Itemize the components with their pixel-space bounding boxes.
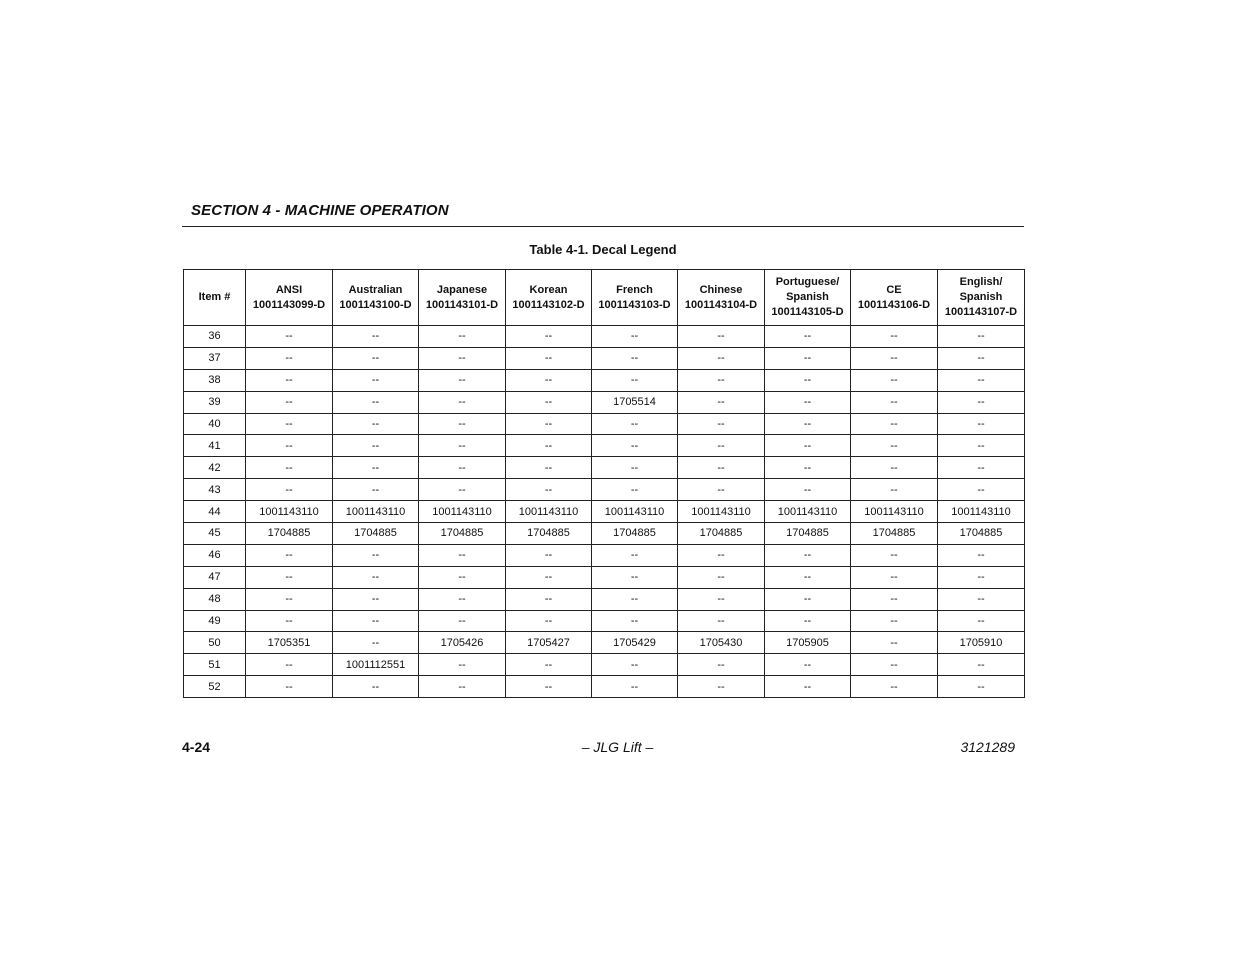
decal-part-cell: -- bbox=[678, 654, 765, 676]
decal-part-cell: -- bbox=[506, 676, 592, 698]
column-header bbox=[678, 270, 765, 326]
decal-part-cell: -- bbox=[419, 391, 506, 413]
decal-part-cell: -- bbox=[246, 610, 333, 632]
decal-part-cell: -- bbox=[765, 369, 851, 391]
item-number-cell: 44 bbox=[184, 501, 246, 523]
decal-part-cell: -- bbox=[678, 457, 765, 479]
page-number: 4-24 bbox=[182, 739, 211, 755]
decal-part-cell: -- bbox=[419, 457, 506, 479]
column-header-line: English/ bbox=[959, 276, 1003, 288]
column-header bbox=[938, 270, 1025, 326]
table-row bbox=[184, 347, 1025, 369]
column-header bbox=[246, 270, 333, 326]
table-row bbox=[184, 544, 1025, 566]
decal-part-cell: 1001143110 bbox=[592, 501, 678, 523]
decal-part-cell: -- bbox=[419, 326, 506, 348]
item-number-cell: 51 bbox=[184, 654, 246, 676]
column-header-line: 1001143103-D bbox=[598, 298, 671, 311]
column-header-line: Japanese bbox=[436, 283, 488, 296]
item-number-cell: 39 bbox=[184, 391, 246, 413]
decal-part-cell: -- bbox=[938, 544, 1025, 566]
table-row bbox=[184, 676, 1025, 698]
decal-part-cell: -- bbox=[592, 347, 678, 369]
header-rule bbox=[182, 226, 1024, 227]
decal-part-cell: 1704885 bbox=[333, 523, 419, 545]
decal-part-cell: -- bbox=[506, 347, 592, 369]
decal-part-cell: -- bbox=[333, 435, 419, 457]
column-header bbox=[765, 270, 851, 326]
decal-part-cell: -- bbox=[678, 347, 765, 369]
decal-part-cell: -- bbox=[419, 610, 506, 632]
decal-part-cell: -- bbox=[938, 391, 1025, 413]
decal-part-cell: -- bbox=[419, 654, 506, 676]
decal-part-cell: -- bbox=[506, 326, 592, 348]
decal-part-cell: -- bbox=[678, 544, 765, 566]
decal-part-cell: -- bbox=[333, 369, 419, 391]
item-number-cell: 36 bbox=[184, 326, 246, 348]
decal-part-cell: -- bbox=[419, 479, 506, 501]
column-header-line: 1001143106-D bbox=[857, 298, 931, 311]
decal-part-cell: 1705351 bbox=[246, 632, 333, 654]
decal-part-cell: -- bbox=[765, 391, 851, 413]
document-number: 3121289 bbox=[960, 739, 1015, 755]
decal-part-cell: -- bbox=[851, 391, 938, 413]
decal-part-cell: -- bbox=[851, 457, 938, 479]
decal-part-cell: -- bbox=[506, 369, 592, 391]
decal-part-cell: -- bbox=[246, 676, 333, 698]
column-header-line: Spanish bbox=[786, 291, 829, 303]
section-header: SECTION 4 - MACHINE OPERATION bbox=[191, 202, 449, 219]
decal-part-cell: -- bbox=[592, 588, 678, 610]
decal-part-cell: -- bbox=[246, 566, 333, 588]
decal-part-cell: -- bbox=[678, 566, 765, 588]
decal-part-cell: -- bbox=[333, 610, 419, 632]
decal-part-cell: -- bbox=[246, 326, 333, 348]
decal-part-cell: -- bbox=[592, 479, 678, 501]
table-row bbox=[184, 588, 1025, 610]
decal-part-cell: -- bbox=[765, 676, 851, 698]
decal-part-cell: -- bbox=[851, 413, 938, 435]
decal-part-cell: -- bbox=[938, 326, 1025, 348]
item-number-cell: 43 bbox=[184, 479, 246, 501]
table-row bbox=[184, 435, 1025, 457]
decal-part-cell: -- bbox=[419, 347, 506, 369]
item-number-cell: 47 bbox=[184, 566, 246, 588]
item-number-cell: 48 bbox=[184, 588, 246, 610]
decal-part-cell: -- bbox=[765, 610, 851, 632]
table-row bbox=[184, 413, 1025, 435]
decal-part-cell: -- bbox=[246, 413, 333, 435]
decal-part-cell: -- bbox=[506, 391, 592, 413]
decal-part-cell: -- bbox=[938, 610, 1025, 632]
decal-part-cell: -- bbox=[851, 326, 938, 348]
decal-part-cell: -- bbox=[419, 676, 506, 698]
decal-part-cell: -- bbox=[678, 588, 765, 610]
table-row bbox=[184, 457, 1025, 479]
decal-part-cell: -- bbox=[851, 347, 938, 369]
column-header-line: 1001143101-D bbox=[425, 298, 499, 311]
decal-part-cell: 1705910 bbox=[938, 632, 1025, 654]
item-number-cell: 38 bbox=[184, 369, 246, 391]
column-header bbox=[184, 270, 246, 326]
item-number-cell: 46 bbox=[184, 544, 246, 566]
item-number-cell: 42 bbox=[184, 457, 246, 479]
decal-part-cell: -- bbox=[765, 457, 851, 479]
decal-part-cell: 1704885 bbox=[246, 523, 333, 545]
footer-title: – JLG Lift – bbox=[581, 739, 654, 755]
decal-part-cell: -- bbox=[938, 435, 1025, 457]
decal-part-cell: -- bbox=[333, 326, 419, 348]
decal-part-cell: -- bbox=[333, 676, 419, 698]
column-header-line: 1001143104-D bbox=[684, 298, 758, 311]
decal-part-cell: -- bbox=[851, 610, 938, 632]
decal-part-cell: -- bbox=[419, 435, 506, 457]
item-number-cell: 45 bbox=[184, 523, 246, 545]
decal-part-cell: -- bbox=[506, 479, 592, 501]
decal-part-cell: 1705514 bbox=[592, 391, 678, 413]
column-header-line: CE bbox=[886, 283, 902, 296]
table-title: Table 4-1. Decal Legend bbox=[529, 242, 677, 257]
table-row bbox=[184, 632, 1025, 654]
column-header-line: Korean bbox=[529, 283, 568, 296]
decal-part-cell: -- bbox=[419, 566, 506, 588]
decal-part-cell: -- bbox=[333, 413, 419, 435]
decal-part-cell: 1705905 bbox=[765, 632, 851, 654]
decal-part-cell: -- bbox=[333, 632, 419, 654]
decal-part-cell: -- bbox=[246, 457, 333, 479]
table-row bbox=[184, 326, 1025, 348]
decal-part-cell: -- bbox=[333, 588, 419, 610]
decal-part-cell: 1001143110 bbox=[419, 501, 506, 523]
table-row bbox=[184, 566, 1025, 588]
decal-part-cell: 1705426 bbox=[419, 632, 506, 654]
decal-part-cell: -- bbox=[678, 479, 765, 501]
decal-part-cell: -- bbox=[851, 544, 938, 566]
decal-part-cell: -- bbox=[938, 457, 1025, 479]
decal-part-cell: 1001143110 bbox=[765, 501, 851, 523]
decal-part-cell: -- bbox=[506, 610, 592, 632]
column-header-line: Spanish bbox=[959, 291, 1003, 303]
decal-part-cell: -- bbox=[678, 610, 765, 632]
decal-part-cell: -- bbox=[506, 588, 592, 610]
decal-part-cell: -- bbox=[938, 479, 1025, 501]
decal-part-cell: 1704885 bbox=[765, 523, 851, 545]
decal-part-cell: -- bbox=[592, 654, 678, 676]
decal-part-cell: -- bbox=[765, 654, 851, 676]
decal-part-cell: -- bbox=[506, 435, 592, 457]
decal-part-cell: -- bbox=[506, 654, 592, 676]
decal-part-cell: -- bbox=[246, 347, 333, 369]
decal-part-cell: -- bbox=[938, 369, 1025, 391]
decal-part-cell: -- bbox=[938, 654, 1025, 676]
decal-part-cell: -- bbox=[938, 566, 1025, 588]
decal-part-cell: -- bbox=[246, 654, 333, 676]
decal-part-cell: -- bbox=[246, 544, 333, 566]
decal-part-cell: -- bbox=[333, 479, 419, 501]
decal-part-cell: -- bbox=[765, 479, 851, 501]
decal-part-cell: -- bbox=[678, 413, 765, 435]
decal-part-cell: -- bbox=[938, 588, 1025, 610]
decal-part-cell: -- bbox=[592, 413, 678, 435]
decal-part-cell: -- bbox=[678, 391, 765, 413]
decal-part-cell: -- bbox=[333, 347, 419, 369]
decal-part-cell: -- bbox=[851, 632, 938, 654]
table-row bbox=[184, 654, 1025, 676]
item-number-cell: 37 bbox=[184, 347, 246, 369]
decal-part-cell: -- bbox=[333, 391, 419, 413]
decal-part-cell: 1704885 bbox=[592, 523, 678, 545]
decal-part-cell: -- bbox=[506, 544, 592, 566]
decal-part-cell: -- bbox=[592, 369, 678, 391]
decal-part-cell: -- bbox=[851, 479, 938, 501]
decal-part-cell: -- bbox=[246, 435, 333, 457]
decal-part-cell: -- bbox=[419, 369, 506, 391]
decal-part-cell: -- bbox=[419, 413, 506, 435]
column-header-line: Portuguese/ bbox=[775, 276, 840, 288]
table-row bbox=[184, 479, 1025, 501]
decal-part-cell: -- bbox=[333, 566, 419, 588]
column-header-line: 1001143100-D bbox=[339, 298, 412, 311]
decal-part-cell: -- bbox=[592, 326, 678, 348]
decal-part-cell: -- bbox=[765, 347, 851, 369]
table-row bbox=[184, 501, 1025, 523]
item-number-cell: 41 bbox=[184, 435, 246, 457]
decal-part-cell: -- bbox=[592, 566, 678, 588]
decal-part-cell: -- bbox=[333, 457, 419, 479]
table-row bbox=[184, 369, 1025, 391]
decal-part-cell: -- bbox=[851, 435, 938, 457]
decal-part-cell: -- bbox=[765, 326, 851, 348]
item-number-cell: 50 bbox=[184, 632, 246, 654]
decal-legend-table bbox=[183, 269, 1025, 698]
decal-part-cell: -- bbox=[333, 544, 419, 566]
decal-part-cell: -- bbox=[592, 676, 678, 698]
decal-part-cell: -- bbox=[506, 457, 592, 479]
column-header-line: 1001143107-D bbox=[944, 306, 1018, 318]
column-header-line: 1001143102-D bbox=[512, 298, 585, 311]
decal-part-cell: 1705430 bbox=[678, 632, 765, 654]
decal-part-cell: -- bbox=[419, 588, 506, 610]
decal-part-cell: -- bbox=[506, 566, 592, 588]
column-header bbox=[333, 270, 419, 326]
decal-part-cell: -- bbox=[765, 435, 851, 457]
decal-part-cell: -- bbox=[592, 610, 678, 632]
decal-part-cell: -- bbox=[938, 347, 1025, 369]
decal-part-cell: 1704885 bbox=[506, 523, 592, 545]
column-header-line: Item # bbox=[198, 291, 231, 303]
decal-part-cell: 1001143110 bbox=[246, 501, 333, 523]
column-header bbox=[851, 270, 938, 326]
decal-part-cell: -- bbox=[765, 566, 851, 588]
column-header bbox=[419, 270, 506, 326]
decal-part-cell: 1704885 bbox=[851, 523, 938, 545]
decal-part-cell: -- bbox=[851, 588, 938, 610]
item-number-cell: 40 bbox=[184, 413, 246, 435]
decal-part-cell: -- bbox=[851, 566, 938, 588]
column-header-line: ANSI bbox=[275, 283, 303, 296]
decal-part-cell: 1001143110 bbox=[938, 501, 1025, 523]
decal-part-cell: 1705427 bbox=[506, 632, 592, 654]
decal-part-cell: -- bbox=[592, 435, 678, 457]
decal-part-cell: -- bbox=[851, 369, 938, 391]
decal-part-cell: -- bbox=[938, 676, 1025, 698]
decal-part-cell: 1001143110 bbox=[333, 501, 419, 523]
table-row bbox=[184, 391, 1025, 413]
decal-part-cell: 1704885 bbox=[938, 523, 1025, 545]
column-header bbox=[592, 270, 678, 326]
decal-part-cell: 1001143110 bbox=[851, 501, 938, 523]
decal-part-cell: -- bbox=[246, 369, 333, 391]
column-header-line: Chinese bbox=[699, 283, 743, 296]
decal-part-cell: -- bbox=[246, 588, 333, 610]
decal-part-cell: -- bbox=[678, 369, 765, 391]
decal-part-cell: -- bbox=[851, 676, 938, 698]
decal-part-cell: -- bbox=[592, 457, 678, 479]
decal-part-cell: -- bbox=[246, 391, 333, 413]
decal-part-cell: 1001112551 bbox=[333, 654, 419, 676]
column-header-line: 1001143099-D bbox=[252, 298, 326, 311]
column-header-line: Australian bbox=[348, 283, 403, 296]
decal-part-cell: -- bbox=[592, 544, 678, 566]
column-header-line: French bbox=[616, 283, 653, 296]
decal-part-cell: -- bbox=[246, 479, 333, 501]
item-number-cell: 49 bbox=[184, 610, 246, 632]
decal-part-cell: -- bbox=[678, 435, 765, 457]
decal-part-cell: -- bbox=[765, 544, 851, 566]
table-header-row bbox=[184, 270, 1025, 326]
column-header-line: 1001143105-D bbox=[771, 306, 844, 318]
decal-part-cell: -- bbox=[938, 413, 1025, 435]
decal-part-cell: 1704885 bbox=[419, 523, 506, 545]
decal-part-cell: 1705429 bbox=[592, 632, 678, 654]
decal-part-cell: -- bbox=[506, 413, 592, 435]
decal-part-cell: 1001143110 bbox=[678, 501, 765, 523]
table-row bbox=[184, 610, 1025, 632]
column-header bbox=[506, 270, 592, 326]
decal-part-cell: -- bbox=[419, 544, 506, 566]
decal-part-cell: -- bbox=[851, 654, 938, 676]
decal-part-cell: -- bbox=[765, 588, 851, 610]
decal-part-cell: 1704885 bbox=[678, 523, 765, 545]
decal-part-cell: -- bbox=[765, 413, 851, 435]
item-number-cell: 52 bbox=[184, 676, 246, 698]
decal-part-cell: -- bbox=[678, 326, 765, 348]
table-row bbox=[184, 523, 1025, 545]
decal-part-cell: 1001143110 bbox=[506, 501, 592, 523]
decal-part-cell: -- bbox=[678, 676, 765, 698]
